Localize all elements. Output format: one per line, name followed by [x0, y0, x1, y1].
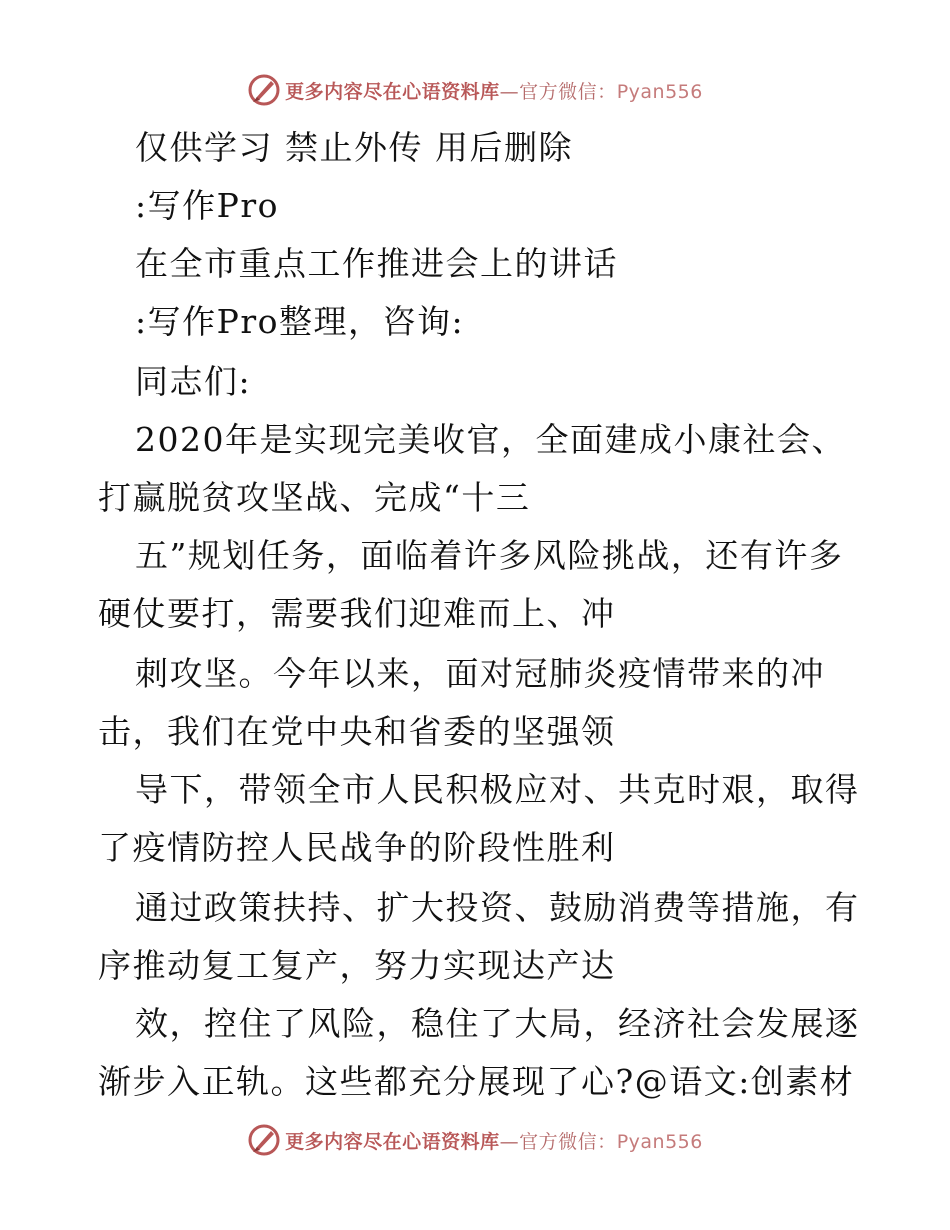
body-line: 击，我们在党中央和省委的坚强领 — [98, 712, 616, 751]
watermark-site-name: 更多内容尽在心语资料库 — [285, 80, 500, 103]
contact-line: :写作Pro整理，咨询: — [135, 302, 465, 341]
watermark-dash: — — [499, 1130, 520, 1153]
watermark-wechat-label: 官方微信： — [519, 80, 617, 103]
body-line: 硬仗要打，需要我们迎难而上、冲 — [98, 594, 616, 633]
quill-pen-logo-icon — [247, 1123, 281, 1157]
body-line: 通过政策扶持、扩大投资、鼓励消费等措施，有 — [135, 888, 860, 927]
body-line: 导下，带领全市人民积极应对、共克时艰，取得 — [135, 770, 860, 809]
body-line: 序推动复工复产，努力实现达产达 — [98, 946, 616, 985]
disclaimer-line: 仅供学习 禁止外传 用后删除 — [135, 128, 573, 167]
watermark-wechat-id: Pyan556 — [616, 1130, 703, 1153]
body-line: 了疫情防控人民战争的阶段性胜利 — [98, 828, 616, 867]
body-line: 效，控住了风险，稳住了大局，经济社会发展逐 — [135, 1004, 860, 1043]
body-line: 渐步入正轨。这些都充分展现了心?@语文:创素材 — [98, 1062, 855, 1101]
salutation: 同志们: — [135, 362, 252, 401]
author-line: :写作Pro — [135, 186, 279, 225]
document-title: 在全市重点工作推进会上的讲话 — [135, 244, 618, 283]
body-line: 刺攻坚。今年以来，面对冠肺炎疫情带来的冲 — [135, 654, 825, 693]
body-line: 2020年是实现完美收官，全面建成小康社会、 — [135, 420, 846, 459]
watermark-site-name: 更多内容尽在心语资料库 — [285, 1130, 500, 1153]
body-line: 五”规划任务，面临着许多风险挑战，还有许多 — [135, 536, 844, 575]
watermark-wechat-id: Pyan556 — [616, 80, 703, 103]
watermark-text — [285, 1127, 703, 1154]
watermark-banner-bottom — [0, 1120, 950, 1160]
body-line: 打赢脱贫攻坚战、完成“十三 — [98, 478, 531, 517]
watermark-wechat-label: 官方微信： — [519, 1130, 617, 1153]
watermark-dash: — — [499, 80, 520, 103]
